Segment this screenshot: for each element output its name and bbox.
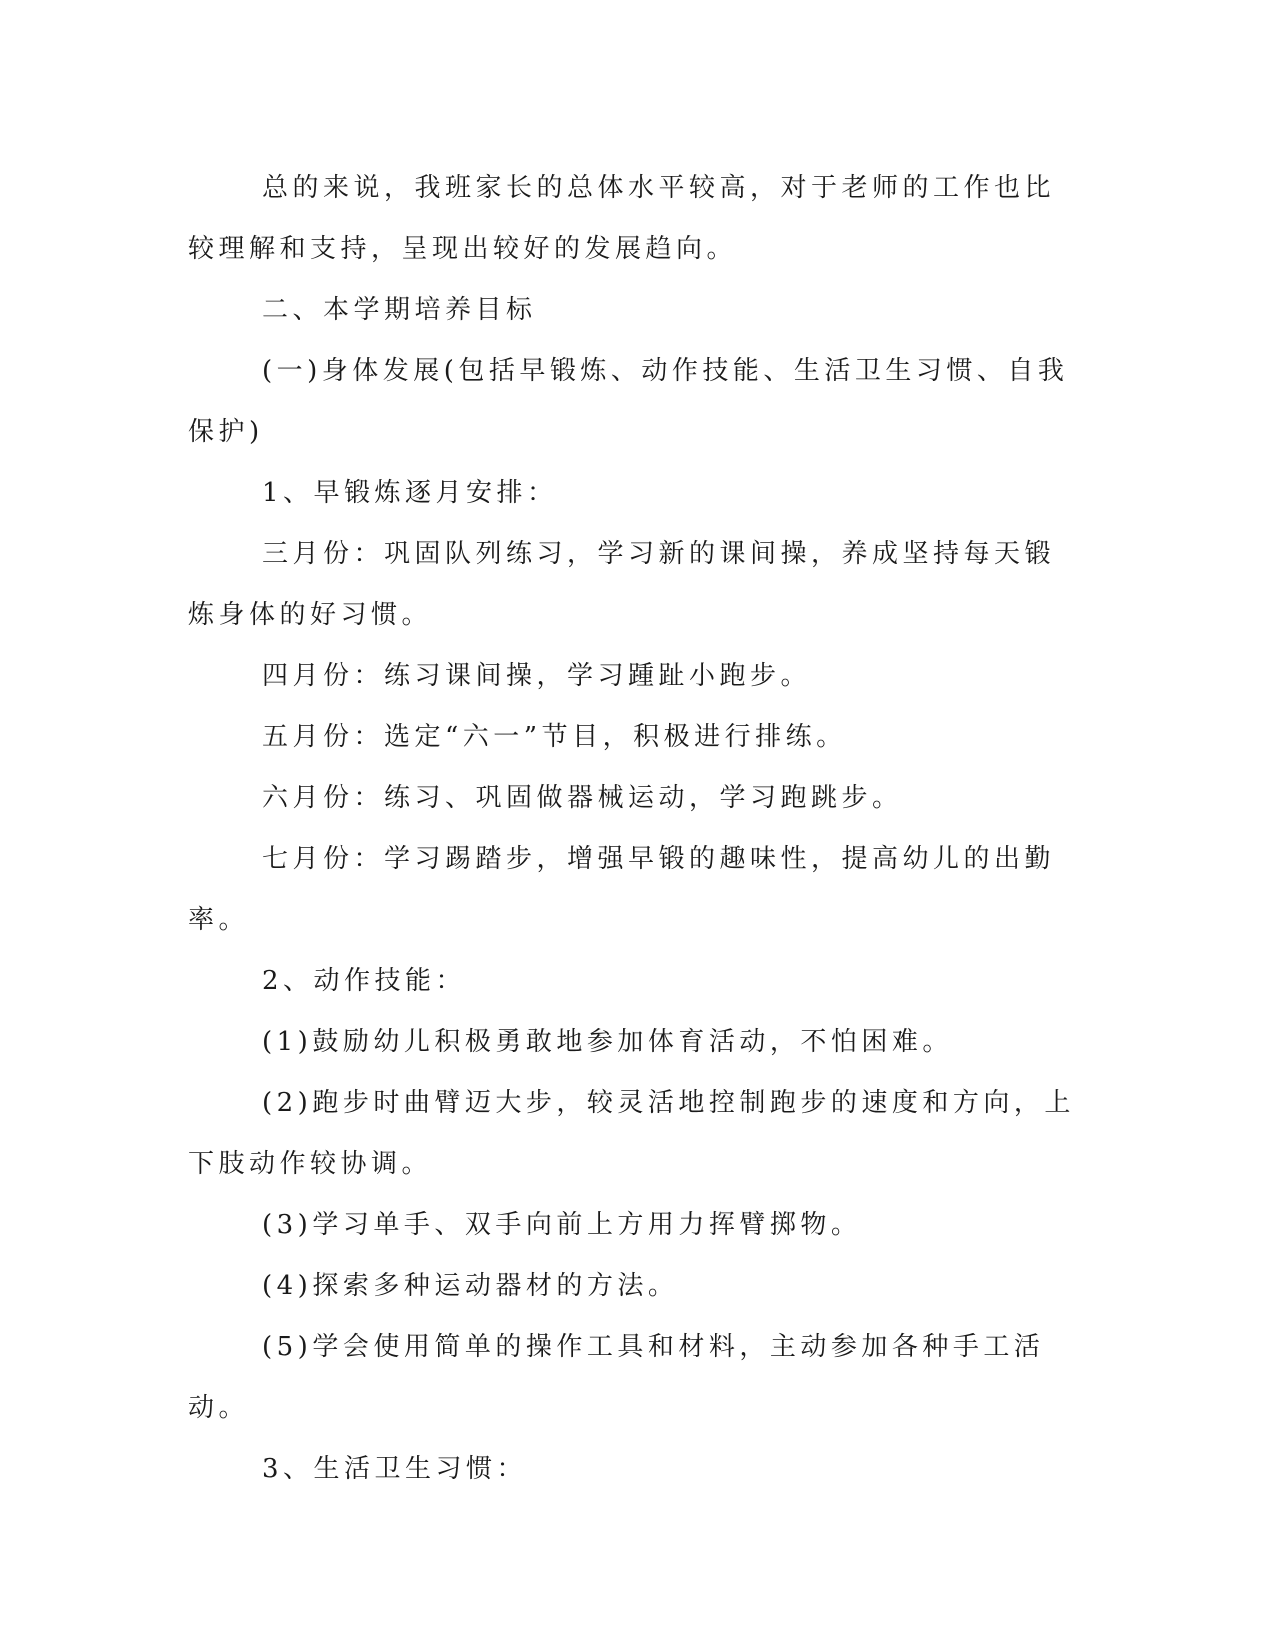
paragraph-summary: 总的来说，我班家长的总体水平较高，对于老师的工作也比较理解和支持，呈现出较好的发展趋向。 — [188, 173, 1056, 264]
section-heading-goals: 二、本学期培养目标 — [262, 295, 537, 325]
subsection-heading-physical: (一)身体发展(包括早锻炼、动作技能、生活卫生习惯、自我保护) — [188, 356, 1069, 447]
item-heading-morning-exercise: 1、早锻炼逐月安排： — [262, 478, 558, 508]
item-heading-motor-skills: 2、动作技能： — [262, 966, 467, 996]
list-item-skill-5: (5)学会使用简单的操作工具和材料，主动参加各种手工活动。 — [188, 1332, 1045, 1423]
list-item-skill-2: (2)跑步时曲臂迈大步，较灵活地控制跑步的速度和方向，上下肢动作较协调。 — [188, 1088, 1075, 1179]
list-item-skill-1: (1)鼓励幼儿积极勇敢地参加体育活动，不怕困难。 — [262, 1027, 953, 1057]
paragraph-july: 七月份：学习踢踏步，增强早锻的趣味性，提高幼儿的出勤率。 — [188, 844, 1056, 935]
list-item-skill-4: (4)探索多种运动器材的方法。 — [262, 1271, 679, 1301]
document-body — [188, 158, 1083, 1500]
paragraph-may: 五月份：选定“六一”节目，积极进行排练。 — [262, 722, 847, 752]
paragraph-june: 六月份：练习、巩固做器械运动，学习跑跳步。 — [262, 783, 903, 813]
paragraph-april: 四月份：练习课间操，学习踵趾小跑步。 — [262, 661, 812, 691]
paragraph-march: 三月份：巩固队列练习，学习新的课间操，养成坚持每天锻炼身体的好习惯。 — [188, 539, 1056, 630]
item-heading-hygiene-habits: 3、生活卫生习惯： — [262, 1454, 528, 1484]
list-item-skill-3: (3)学习单手、双手向前上方用力挥臂掷物。 — [262, 1210, 862, 1240]
